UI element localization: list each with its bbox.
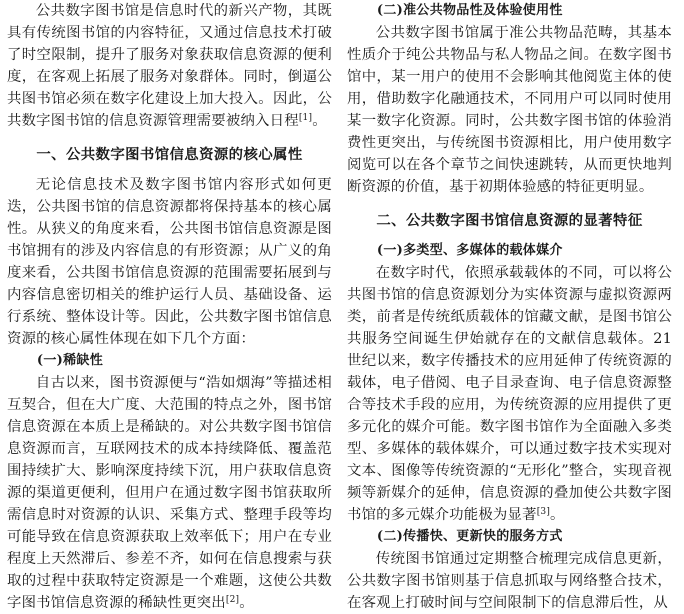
right-column	[347, 0, 672, 614]
left-column	[7, 0, 332, 614]
subheading-multimedia-carriers: (一)多类型、多媒体的载体媒介	[376, 243, 563, 258]
intro-paragraph-end: 。	[312, 113, 327, 129]
multimedia-carriers-paragraph	[347, 262, 672, 526]
citation-ref-3: [3]	[536, 507, 551, 517]
scarcity-paragraph-text: 自古以来，图书资源便与“浩如烟海”等描述相互契合，但在大广度、大范围的特点之外，图书馆信息资源在本质上是稀缺的。对公共数字图书馆信息资源而言，互联网技术的成本持续降低、覆盖范围持续扩大、影响深度持续下沉，用户获取信息资源的渠道更便利，但用户在通过数字图书馆获取所需信息时对资源的认识、采集方式、整理手段等均可能导致在信息资源获取上效率低下；用户在专业程度上天然滞后、参差不齐，如何在信息搜索与获取的过程中获取特定资源是一个难题，这使公共数字图书馆信息资源的稀缺性更突出	[7, 375, 332, 611]
intro-paragraph-text: 公共数字图书馆是信息时代的新兴产物，其既具有传统图书馆的内容特征，又通过信息技术打破了时空限制，提升了服务对象获取信息资源的便利度，在客观上拓展了服务对象群体。同时，倒逼公共图书馆必须在数字化建设上加大投入。因此，公共数字图书馆的信息资源管理需要被纳入日程	[7, 3, 332, 129]
scarcity-paragraph-end: 。	[239, 595, 254, 611]
citation-ref-1: [1]	[298, 113, 313, 123]
subheading-scarcity: (一)稀缺性	[36, 353, 103, 368]
scarcity-paragraph	[7, 372, 332, 614]
multimedia-carriers-paragraph-text: 在数字时代，依照承载载体的不同，可以将公共图书馆的信息资源划分为实体资源与虚拟资源两类，前者是传统纸质载体的馆藏文献，是图书馆公共服务空间诞生伊始就存在的文献信息载体。21世纪以来，数字传播技术的应用延伸了传统资源的载体，电子借阅、电子目录查询、电子信息资源整合等技术手段的应用，为传统资源的应用提供了更多元化的媒介可能。数字图书馆作为全面融入多类型、多媒体的载体媒介，可以通过数字技术实现对文本、图像等传统资源的“无形化”整合，实现音视频等新媒介的延伸，信息资源的叠加使公共数字图书馆的多元媒介功能极为显著	[347, 265, 672, 523]
citation-ref-2: [2]	[225, 595, 240, 605]
subheading-fast-service: (二)传播快、更新快的服务方式	[376, 529, 563, 544]
quasi-public-goods-paragraph: 公共数字图书馆属于准公共物品范畴，其基本性质介于纯公共物品与私人物品之间。在数字图书馆中，某一用户的使用不会影响其他阅览主体的使用，借助数字化融通技术，不同用户可以同时使用某一数字化资源。同时，公共数字图书馆的体验消费性更突出，与传统图书资源相比，用户使用数字阅览可以在各个章节之间快速跳转，从而更快地判断资源的价值，基于初期体验感的特征更明显。	[347, 25, 672, 195]
section-heading-core-attributes: 一、公共数字图书馆信息资源的核心属性	[36, 147, 303, 163]
intro-paragraph	[7, 0, 332, 132]
multimedia-carriers-paragraph-end: 。	[550, 507, 565, 523]
subheading-quasi-public-goods: (二)准公共物品性及体验使用性	[376, 3, 563, 18]
section-heading-salient-features: 二、公共数字图书馆信息资源的显著特征	[376, 213, 643, 229]
fast-service-paragraph: 传统图书馆通过定期整合梳理完成信息更新，公共数字图书馆则基于信息抓取与网络整合技术，在客观上打破时间与空间限制下的信息滞后性，从	[347, 551, 672, 611]
core-attributes-paragraph: 无论信息技术及数字图书馆内容形式如何更迭，公共图书馆的信息资源都将保持基本的核心属性。从狭义的角度来看，公共图书馆信息资源是图书馆拥有的涉及内容信息的有形资源；从广义的角度来看，公共图书馆信息资源的范围需要拓展到与内容信息密切相关的维护运行人员、基础设备、运行系统、整体设计等。因此，公共数字图书馆信息资源的核心属性体现在如下几个方面：	[7, 177, 332, 347]
